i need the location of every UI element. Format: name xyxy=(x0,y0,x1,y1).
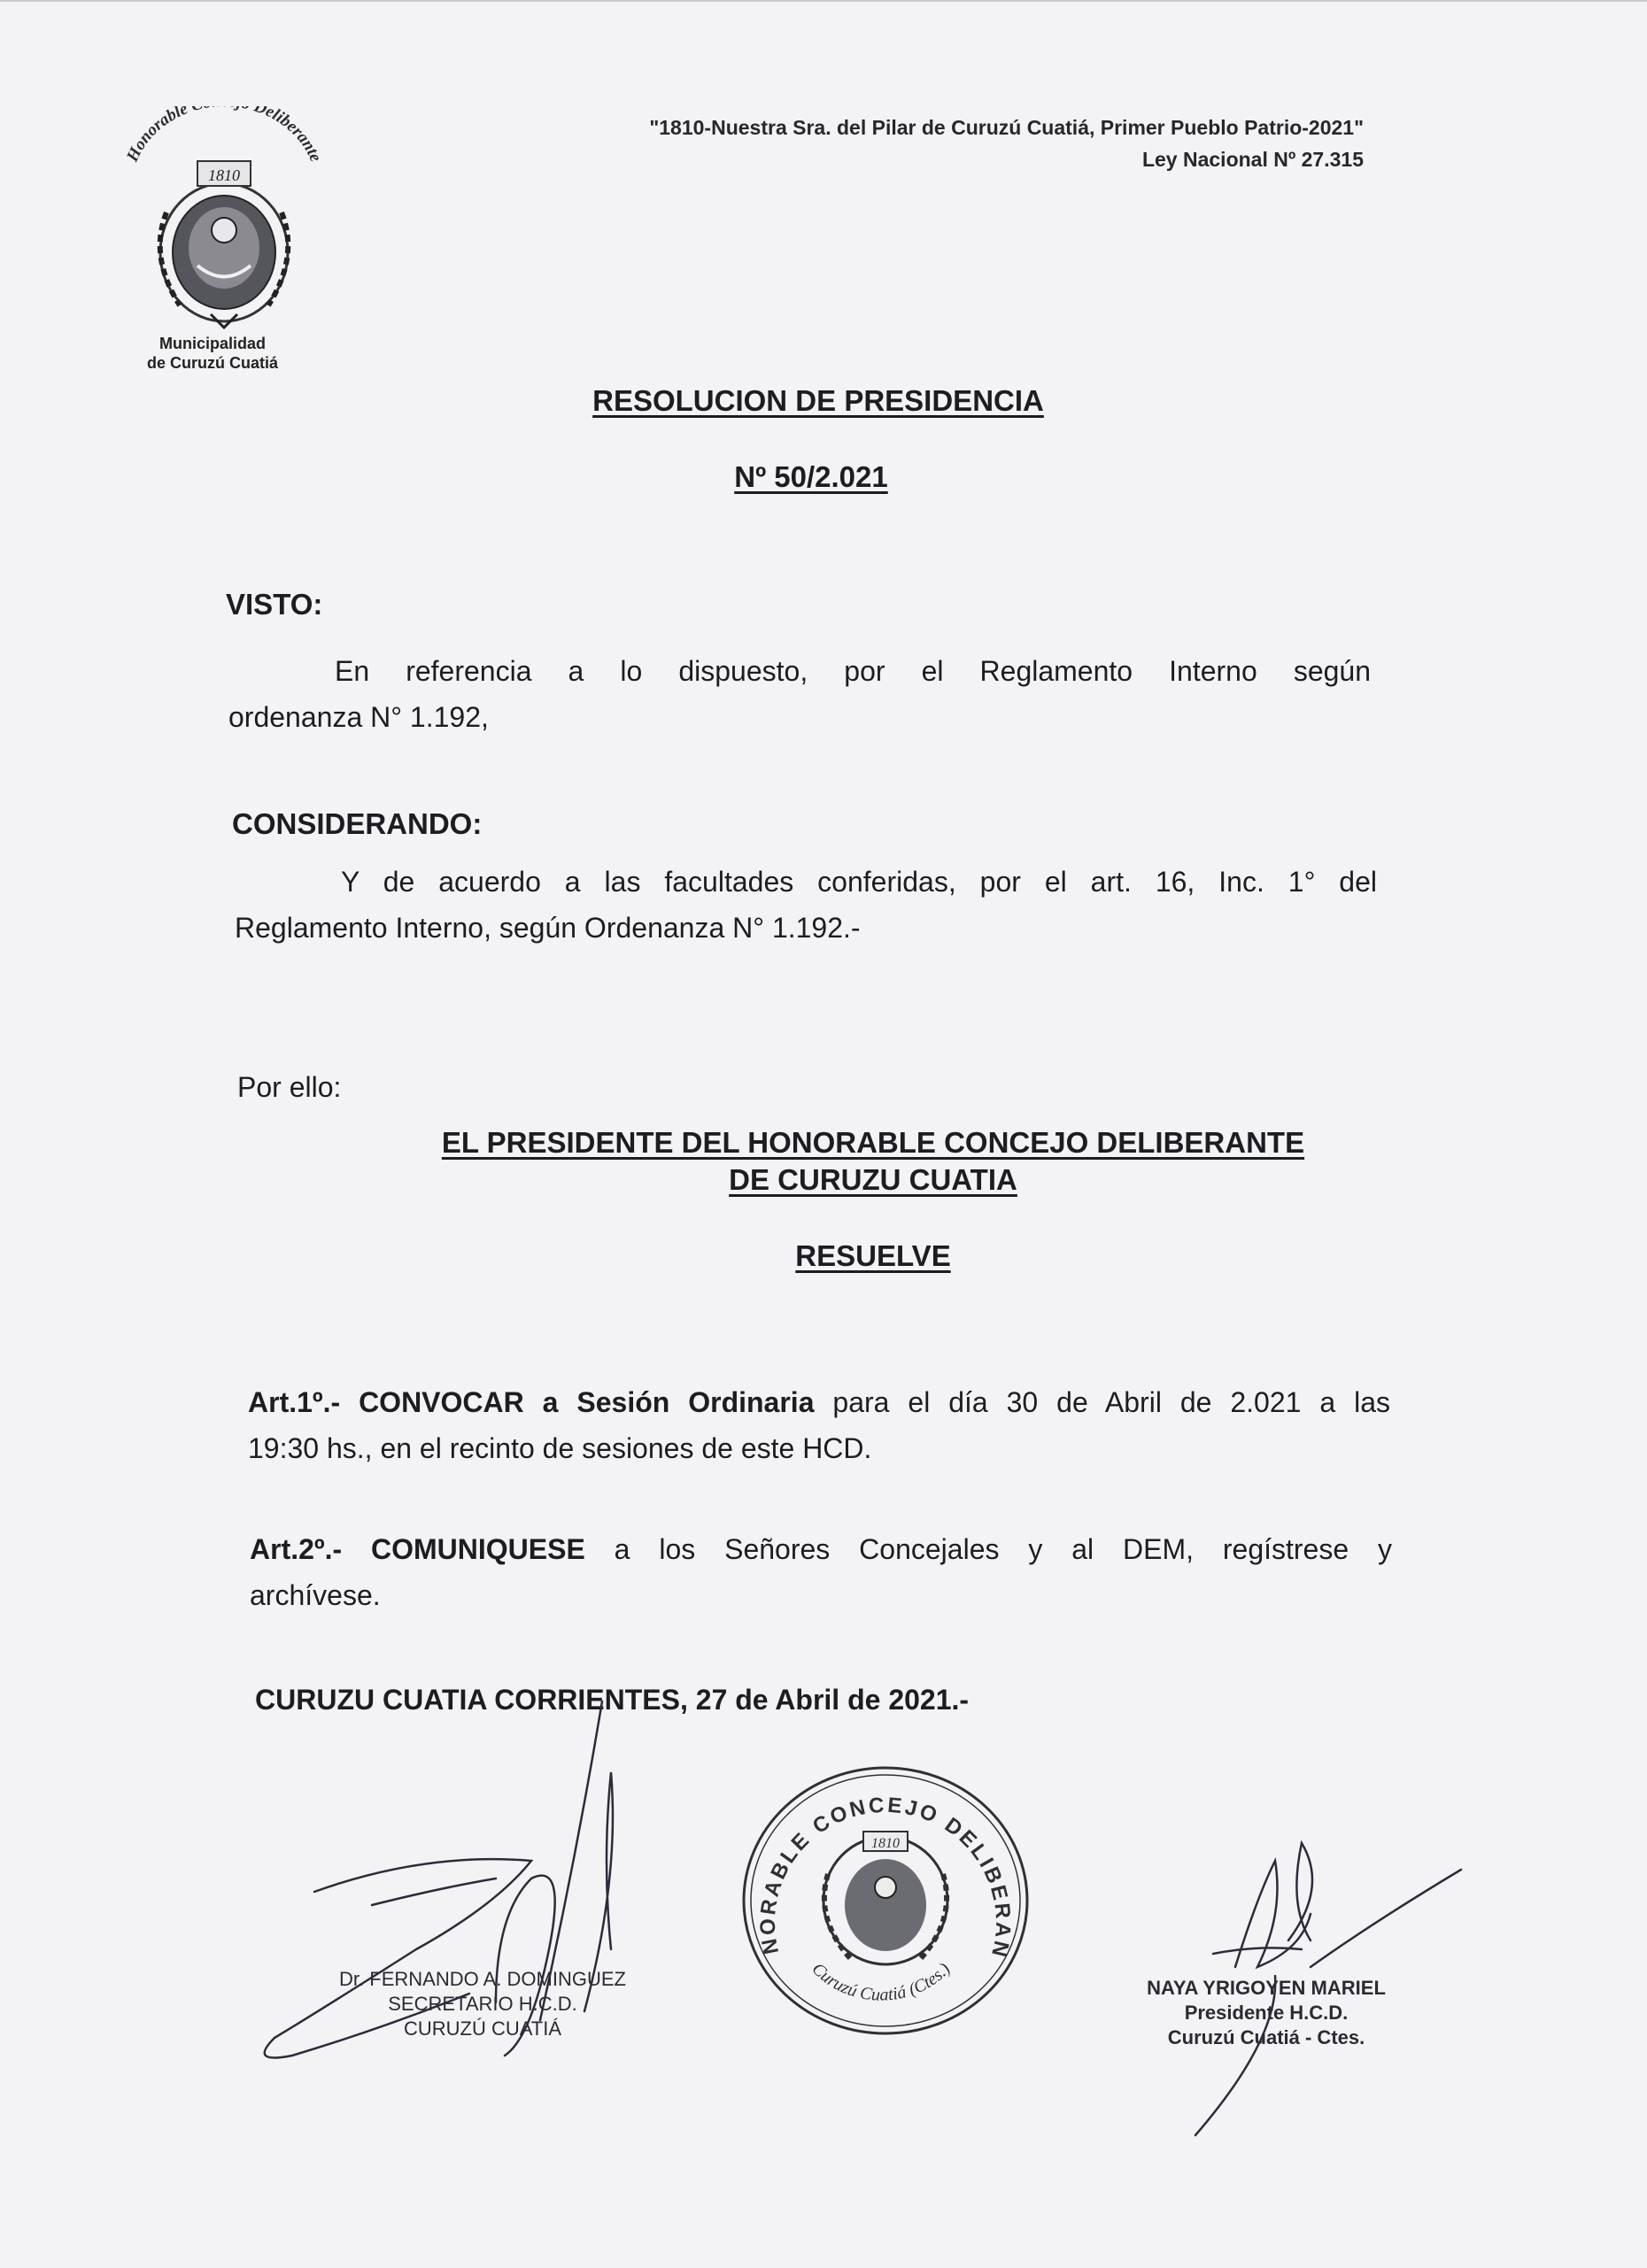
considerando-line1: Y de acuerdo a las facultades conferidas, por el art. 16, Inc. 1° del xyxy=(341,866,1377,898)
visto-line2: ordenanza N° 1.192, xyxy=(228,701,489,733)
svg-text:Curuzú Cuatiá (Ctes.) xyxy=(808,1959,954,2005)
municipality-line2: de Curuzú Cuatiá xyxy=(146,354,278,372)
secretary-name: Dr. FERNANDO A. DOMINGUEZ xyxy=(339,1968,626,1990)
article-2 xyxy=(250,1526,1392,1618)
article-2-text-a: a los Señores Concejales y al DEM, regístrese y xyxy=(584,1533,1393,1565)
svg-text:Honorable Concejo Deliberante xyxy=(123,106,325,166)
resolution-number: Nº 50/2.021 xyxy=(734,460,888,493)
secretary-signature-block xyxy=(314,1967,651,2041)
municipality-line1: Municipalidad xyxy=(159,335,266,352)
considerando-label: CONSIDERANDO: xyxy=(232,807,483,840)
stamp-year: 1810 xyxy=(871,1836,900,1851)
article-1-text-b: 19:30 hs., en el recinto de sesiones de este HCD. xyxy=(248,1432,872,1464)
seal-arc-text: Honorable Deliberante xyxy=(123,106,325,165)
considerando-paragraph xyxy=(235,859,1377,951)
council-stamp xyxy=(726,1750,1045,2051)
visto-line1: En referencia a lo dispuesto, por el Reglamento Interno según xyxy=(335,655,1371,687)
stamp-bottom-text: Curuzú Cuatiá (Ctes.) xyxy=(808,1959,955,2005)
header-quote-line: "1810-Nuestra Sra. del Pilar de Curuzú Cuatiá, Primer Pueblo Patrio-2021" xyxy=(649,116,1364,139)
municipality-caption xyxy=(97,334,328,373)
president-role: Presidente H.C.D. xyxy=(1184,2002,1349,2024)
stamp-ring-text: NORABLE CONCEJO DELIBERAN xyxy=(755,1793,1016,1962)
resuelve-heading: RESUELVE xyxy=(795,1239,951,1272)
president-place: Curuzú Cuatiá - Ctes. xyxy=(1167,2026,1365,2048)
place-date: CURUZU CUATIA CORRIENTES, 27 de Abril de 2021.- xyxy=(255,1684,970,1716)
por-ello: Por ello: xyxy=(237,1071,342,1103)
article-2-text-b: archívese. xyxy=(250,1579,381,1611)
visto-paragraph xyxy=(228,648,1371,740)
article-2-label: Art.2º.- COMUNIQUESE xyxy=(250,1533,585,1565)
article-1 xyxy=(248,1379,1390,1471)
council-seal xyxy=(113,106,335,345)
authority-line1: EL PRESIDENTE DEL HONORABLE CONCEJO DELIBERANTE xyxy=(441,1126,1305,1159)
secretary-role: SECRETARIO H.C.D. xyxy=(388,1993,577,2015)
president-signature-block xyxy=(1125,1976,1408,2050)
authority-line2: DE CURUZU CUATIA xyxy=(729,1163,1017,1196)
authority-heading xyxy=(50,1124,1647,1199)
document-title: RESOLUCION DE PRESIDENCIA xyxy=(592,384,1044,417)
seal-year: 1810 xyxy=(208,166,240,184)
article-1-text-a: para el día 30 de Abril de 2.021 a las xyxy=(814,1386,1391,1418)
considerando-line2: Reglamento Interno, según Ordenanza N° 1.192.- xyxy=(235,912,861,944)
header-law-line: Ley Nacional Nº 27.315 xyxy=(1141,148,1364,171)
article-1-label: Art.1º.- CONVOCAR a Sesión Ordinaria xyxy=(248,1386,815,1418)
visto-label: VISTO: xyxy=(226,588,323,621)
council-seal-icon xyxy=(113,106,335,336)
president-name: NAYA YRIGOYEN MARIEL xyxy=(1147,1977,1386,1999)
header-motto xyxy=(496,112,1364,175)
council-stamp-icon xyxy=(726,1750,1045,2051)
secretary-place: CURUZÚ CUATIÁ xyxy=(403,2017,562,2040)
